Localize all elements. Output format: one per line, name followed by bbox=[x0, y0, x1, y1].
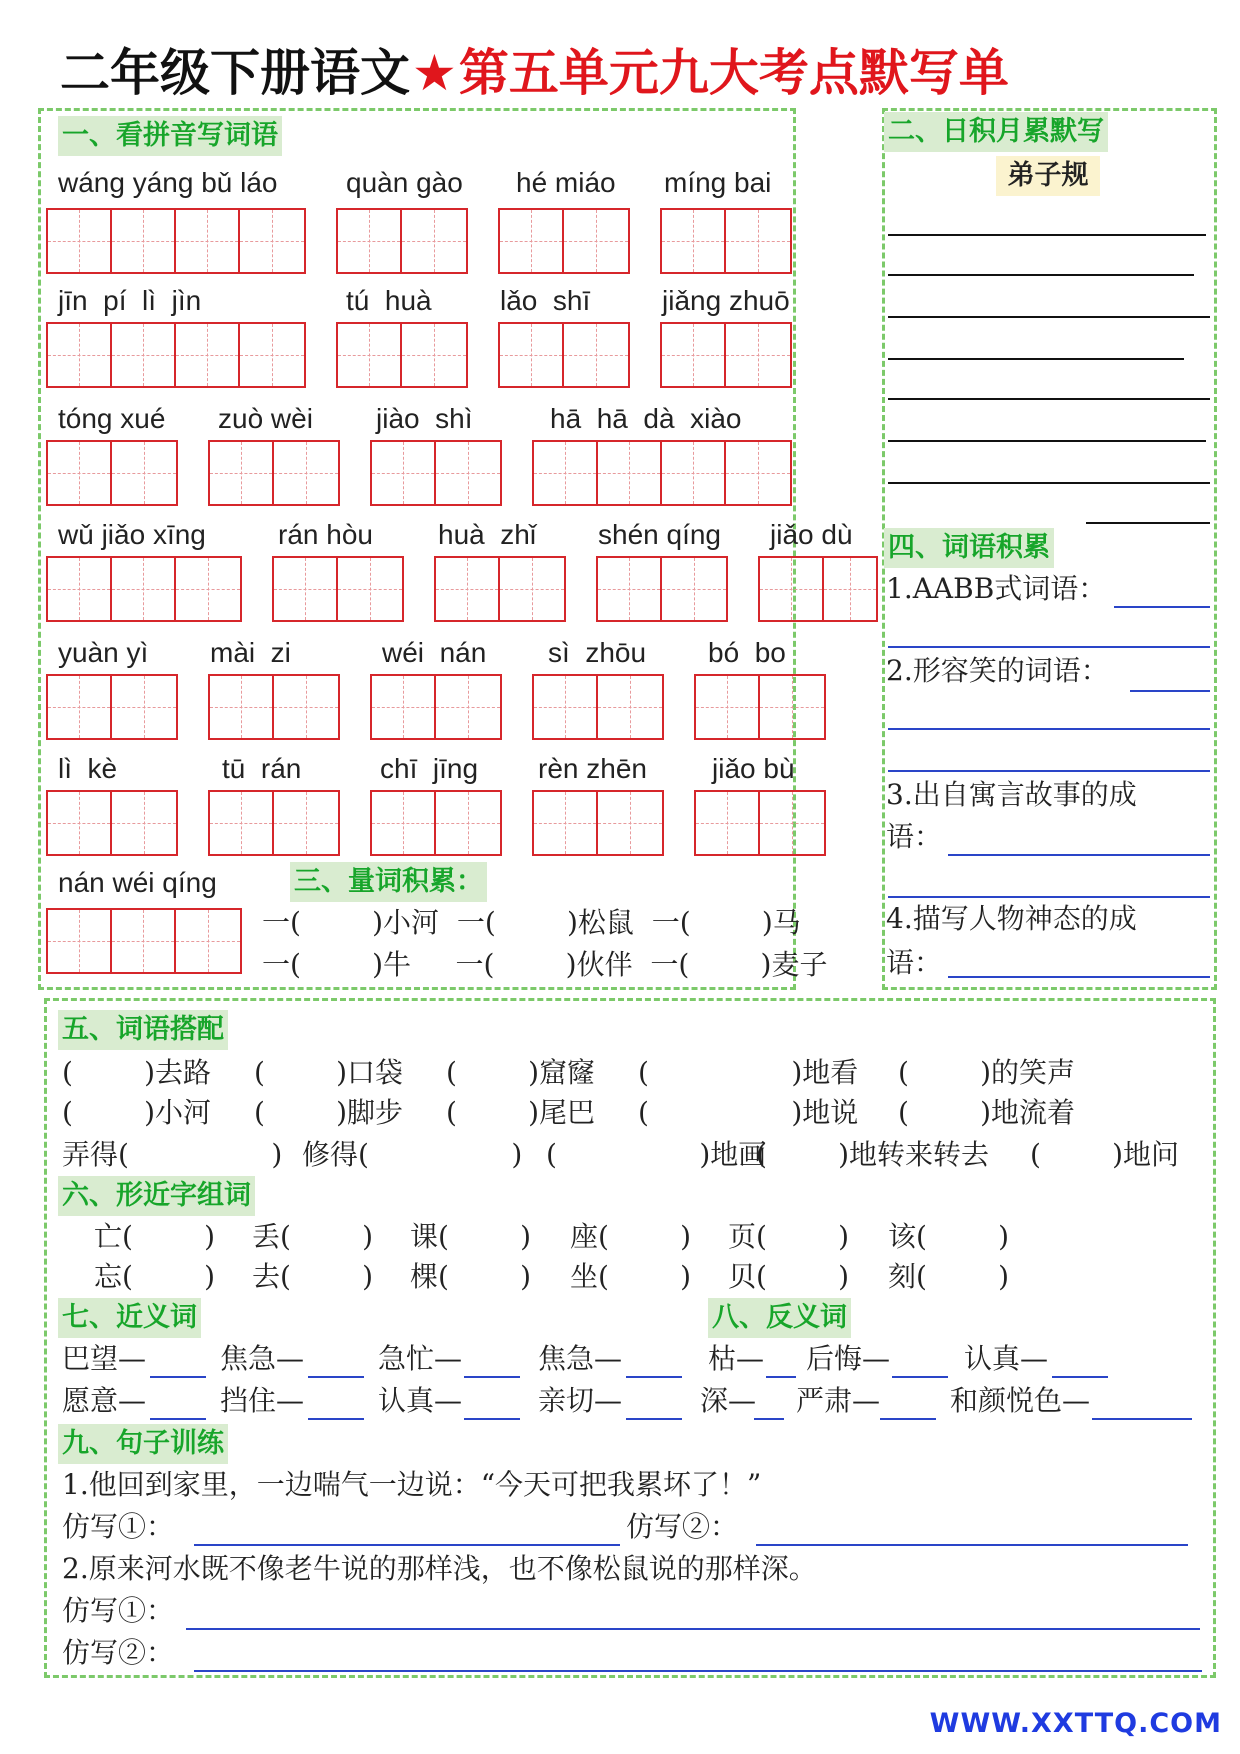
fanyi-item: 枯— bbox=[708, 1342, 765, 1375]
tian-grid[interactable] bbox=[208, 790, 340, 856]
tian-grid[interactable] bbox=[46, 556, 242, 622]
title-unit: 第五单元九大考点默写单 bbox=[458, 44, 1009, 102]
tian-grid[interactable] bbox=[46, 674, 178, 740]
jinyi-item: 愿意— bbox=[62, 1384, 147, 1417]
tian-grid[interactable] bbox=[46, 908, 242, 974]
dapei-item: 弄得( ) bbox=[62, 1138, 283, 1171]
dapei-item: ( )尾巴 bbox=[446, 1096, 596, 1129]
dizigui-line[interactable] bbox=[888, 398, 1210, 400]
dizigui-line[interactable] bbox=[1086, 522, 1210, 524]
section-7-title: 七、近义词 bbox=[58, 1298, 201, 1338]
ciyu-q4: 4.描写人物神态的成 bbox=[886, 902, 1137, 935]
tian-grid[interactable] bbox=[596, 556, 728, 622]
answer-line[interactable] bbox=[194, 1670, 1202, 1672]
xingjin-item: 棵( ) bbox=[410, 1260, 532, 1293]
answer-line[interactable] bbox=[892, 1376, 948, 1378]
answer-line[interactable] bbox=[1114, 606, 1210, 608]
answer-line[interactable] bbox=[756, 1544, 1188, 1546]
pinyin-label: tú huà bbox=[346, 285, 432, 316]
pinyin-label: lǎo shī bbox=[500, 285, 591, 316]
tian-grid[interactable] bbox=[434, 556, 566, 622]
tian-grid[interactable] bbox=[660, 322, 792, 388]
fanyi-item: 后悔— bbox=[806, 1342, 891, 1375]
tian-grid[interactable] bbox=[660, 208, 792, 274]
tian-grid[interactable] bbox=[370, 674, 502, 740]
title-grade: 二年级下册语文 bbox=[60, 44, 410, 102]
pinyin-label: nán wéi qíng bbox=[58, 867, 217, 898]
pinyin-label: quàn gào bbox=[346, 167, 463, 198]
jinyi-item: 焦急— bbox=[220, 1342, 305, 1375]
section-6-title: 六、形近字组词 bbox=[58, 1176, 255, 1216]
answer-line[interactable] bbox=[308, 1376, 364, 1378]
pinyin-label: lì kè bbox=[58, 753, 118, 784]
xingjin-item: 贝( ) bbox=[728, 1260, 850, 1293]
measure-row-2: 一( )牛 一( )伙伴 一( )麦子 bbox=[262, 948, 828, 981]
tian-grid[interactable] bbox=[498, 208, 630, 274]
pinyin-label: jiǎo dù bbox=[770, 519, 853, 550]
pinyin-label: yuàn yì bbox=[58, 637, 149, 668]
tian-grid[interactable] bbox=[758, 556, 878, 622]
pinyin-label: zuò wèi bbox=[218, 403, 313, 434]
answer-line[interactable] bbox=[626, 1376, 682, 1378]
dapei-item: 修得( ) bbox=[302, 1138, 523, 1171]
dapei-item: ( )地流着 bbox=[898, 1096, 1076, 1129]
star-icon: ★ bbox=[412, 44, 457, 102]
tian-grid[interactable] bbox=[272, 556, 404, 622]
tian-grid[interactable] bbox=[370, 790, 502, 856]
answer-line[interactable] bbox=[888, 896, 1210, 898]
section-9-title: 九、句子训练 bbox=[58, 1424, 228, 1464]
ciyu-q4-cont: 语： bbox=[886, 946, 943, 979]
dapei-item: ( )口袋 bbox=[254, 1056, 404, 1089]
tian-grid[interactable] bbox=[336, 208, 468, 274]
answer-line[interactable] bbox=[464, 1418, 520, 1420]
pinyin-label: wáng yáng bǔ láo bbox=[58, 167, 278, 198]
dapei-item: ( )去路 bbox=[62, 1056, 212, 1089]
answer-line[interactable] bbox=[766, 1376, 796, 1378]
dapei-item: ( )地说 bbox=[638, 1096, 859, 1129]
answer-line[interactable] bbox=[888, 728, 1210, 730]
dapei-item: ( )脚步 bbox=[254, 1096, 404, 1129]
tian-grid[interactable] bbox=[532, 440, 792, 506]
pinyin-label: huà zhǐ bbox=[438, 519, 537, 550]
answer-line[interactable] bbox=[1092, 1418, 1192, 1420]
fangxie-2-label: 仿写②： bbox=[62, 1636, 175, 1669]
xingjin-item: 刻( ) bbox=[888, 1260, 1010, 1293]
section-8-title: 八、反义词 bbox=[708, 1298, 851, 1338]
answer-line[interactable] bbox=[880, 1418, 936, 1420]
answer-line[interactable] bbox=[626, 1418, 682, 1420]
dapei-item: ( )的笑声 bbox=[898, 1056, 1076, 1089]
fangxie-2-label: 仿写②： bbox=[626, 1510, 739, 1543]
sentence-2: 2.原来河水既不像老牛说的那样浅，也不像松鼠说的那样深。 bbox=[62, 1552, 817, 1585]
pinyin-label: hé miáo bbox=[516, 167, 616, 198]
jinyi-item: 挡住— bbox=[220, 1384, 305, 1417]
answer-line[interactable] bbox=[186, 1628, 1200, 1630]
tian-grid[interactable] bbox=[336, 322, 468, 388]
dizigui-line[interactable] bbox=[888, 358, 1184, 360]
xingjin-item: 坐( ) bbox=[570, 1260, 692, 1293]
jinyi-item: 亲切— bbox=[538, 1384, 623, 1417]
ciyu-q1: 1.AABB式词语： bbox=[886, 572, 1107, 605]
jinyi-item: 焦急— bbox=[538, 1342, 623, 1375]
pinyin-label: bó bo bbox=[708, 637, 786, 668]
fanyi-item: 深— bbox=[700, 1384, 757, 1417]
tian-grid[interactable] bbox=[694, 674, 826, 740]
dizigui-line[interactable] bbox=[888, 234, 1206, 236]
section-4-title: 四、词语积累 bbox=[884, 528, 1054, 568]
pinyin-label: míng bai bbox=[664, 167, 772, 198]
pinyin-label: hā hā dà xiào bbox=[550, 403, 742, 434]
jinyi-item: 认真— bbox=[378, 1384, 463, 1417]
answer-line[interactable] bbox=[150, 1418, 206, 1420]
answer-line[interactable] bbox=[948, 854, 1210, 856]
answer-line[interactable] bbox=[308, 1418, 364, 1420]
xingjin-item: 忘( ) bbox=[94, 1260, 216, 1293]
section-5-title: 五、词语搭配 bbox=[58, 1010, 228, 1050]
dizigui-line[interactable] bbox=[888, 482, 1210, 484]
xingjin-item: 亡( ) bbox=[94, 1220, 216, 1253]
tian-grid[interactable] bbox=[46, 440, 178, 506]
pinyin-label: jiǎo bù bbox=[712, 753, 795, 784]
ciyu-q3-cont: 语： bbox=[886, 820, 943, 853]
pinyin-label: sì zhōu bbox=[548, 637, 647, 668]
dapei-item: ( )窟窿 bbox=[446, 1056, 596, 1089]
pinyin-label: jīn pí lì jìn bbox=[58, 285, 202, 316]
answer-line[interactable] bbox=[754, 1418, 784, 1420]
tian-grid[interactable] bbox=[46, 322, 306, 388]
jinyi-item: 急忙— bbox=[378, 1342, 463, 1375]
pinyin-label: wéi nán bbox=[382, 637, 487, 668]
fanyi-item: 严肃— bbox=[796, 1384, 881, 1417]
pinyin-label: chī jīng bbox=[380, 753, 479, 784]
jinyi-item: 巴望— bbox=[62, 1342, 147, 1375]
pinyin-label: tū rán bbox=[222, 753, 302, 784]
answer-line[interactable] bbox=[1130, 690, 1210, 692]
dapei-item: ( )小河 bbox=[62, 1096, 212, 1129]
dizigui-line[interactable] bbox=[888, 316, 1210, 318]
section-3-title: 三、量词积累： bbox=[290, 862, 487, 902]
measure-row-1: 一( )小河 一( )松鼠 一( )马 bbox=[262, 906, 801, 939]
pinyin-label: mài zi bbox=[210, 637, 291, 668]
page-title bbox=[60, 38, 1009, 108]
xingjin-item: 座( ) bbox=[570, 1220, 692, 1253]
section-1-title: 一、看拼音写词语 bbox=[58, 116, 282, 156]
dizigui-title: 弟子规 bbox=[996, 156, 1100, 196]
answer-line[interactable] bbox=[888, 646, 1210, 648]
tian-grid[interactable] bbox=[370, 440, 502, 506]
answer-line[interactable] bbox=[1052, 1376, 1108, 1378]
ciyu-q3: 3.出自寓言故事的成 bbox=[886, 778, 1137, 811]
fanyi-item: 认真— bbox=[964, 1342, 1049, 1375]
tian-grid[interactable] bbox=[46, 208, 306, 274]
section-2-title: 二、日积月累默写 bbox=[884, 112, 1108, 152]
ciyu-q2: 2.形容笑的词语： bbox=[886, 654, 1109, 687]
pinyin-label: wǔ jiǎo xīng bbox=[58, 519, 206, 550]
pinyin-label: rèn zhēn bbox=[538, 753, 647, 784]
dapei-item: ( )地转来转去 bbox=[756, 1138, 990, 1171]
dapei-item: ( )地问 bbox=[1030, 1138, 1180, 1171]
xingjin-item: 课( ) bbox=[410, 1220, 532, 1253]
pinyin-label: tóng xué bbox=[58, 403, 166, 434]
xingjin-item: 该( ) bbox=[888, 1220, 1010, 1253]
dapei-item: ( )地画 bbox=[546, 1138, 767, 1171]
pinyin-label: shén qíng bbox=[598, 519, 721, 550]
tian-grid[interactable] bbox=[498, 322, 630, 388]
pinyin-label: jiǎng zhuō bbox=[662, 285, 790, 316]
sentence-1: 1.他回到家里，一边喘气一边说：“今天可把我累坏了！” bbox=[62, 1468, 762, 1501]
tian-grid[interactable] bbox=[46, 790, 178, 856]
dizigui-line[interactable] bbox=[888, 440, 1206, 442]
pinyin-label: rán hòu bbox=[278, 519, 373, 550]
answer-line[interactable] bbox=[194, 1544, 620, 1546]
fanyi-item: 和颜悦色— bbox=[950, 1384, 1091, 1417]
answer-line[interactable] bbox=[888, 770, 1210, 772]
fangxie-1-label: 仿写①： bbox=[62, 1510, 175, 1543]
tian-grid[interactable] bbox=[532, 790, 664, 856]
site-watermark[interactable]: WWW.XXTTQ.COM bbox=[929, 1708, 1222, 1739]
answer-line[interactable] bbox=[150, 1376, 206, 1378]
tian-grid[interactable] bbox=[208, 440, 340, 506]
tian-grid[interactable] bbox=[694, 790, 826, 856]
xingjin-item: 页( ) bbox=[728, 1220, 850, 1253]
tian-grid[interactable] bbox=[208, 674, 340, 740]
xingjin-item: 丢( ) bbox=[252, 1220, 374, 1253]
tian-grid[interactable] bbox=[532, 674, 664, 740]
answer-line[interactable] bbox=[948, 976, 1210, 978]
pinyin-label: jiào shì bbox=[376, 403, 473, 434]
dapei-item: ( )地看 bbox=[638, 1056, 859, 1089]
xingjin-item: 去( ) bbox=[252, 1260, 374, 1293]
fangxie-1-label: 仿写①： bbox=[62, 1594, 175, 1627]
answer-line[interactable] bbox=[464, 1376, 520, 1378]
dizigui-line[interactable] bbox=[888, 274, 1194, 276]
